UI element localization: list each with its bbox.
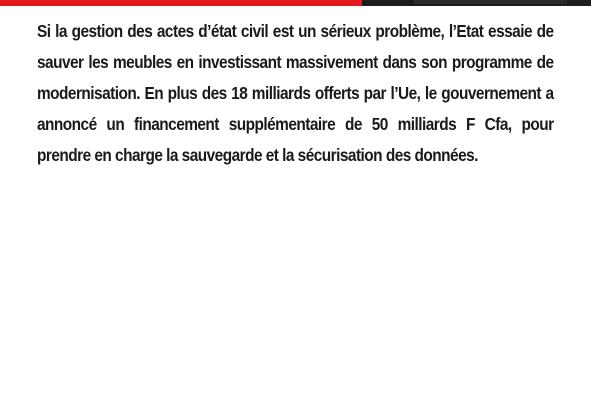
top-bar-dark-segment: [362, 0, 591, 6]
article-paragraph: Si la gestion des actes d’état civil est un sérieux problème, l’Etat essaie de sauver les meubles en investissant massivement dans son programme de modernisation. En plus des 18 milliards offerts par l’Ue, le gouvernement a annoncé un financement supplémentaire de 50 milliards F Cfa, pour prendre en charge la sauvegarde et la sécurisation des données.: [37, 21, 554, 165]
top-bar-red-segment: [0, 0, 362, 6]
top-color-bar: [0, 0, 591, 6]
top-bar-dark-accent: [414, 0, 567, 4]
